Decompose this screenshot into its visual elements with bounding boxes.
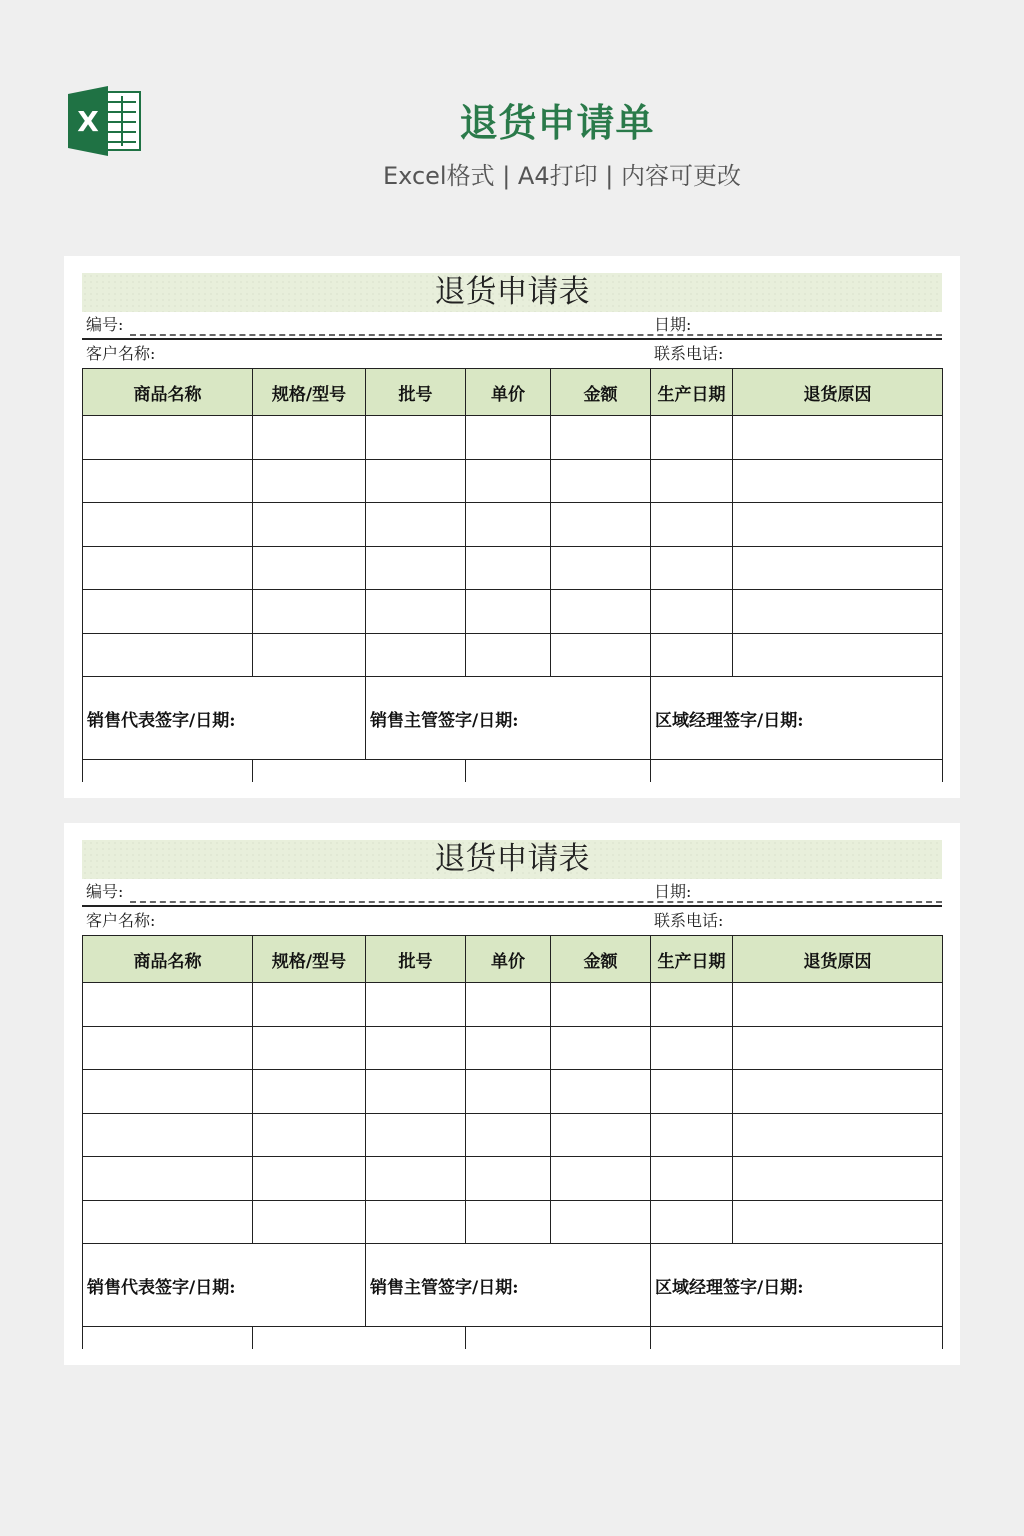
number-line: [130, 901, 942, 903]
regional-manager-signature[interactable]: 区域经理签字/日期:: [651, 1244, 943, 1327]
form-title: 退货申请表: [82, 840, 942, 879]
table-row: [83, 633, 943, 677]
col-header: 单价: [466, 369, 551, 416]
excel-logo-letter: X: [77, 105, 99, 138]
table-row: [83, 1113, 943, 1157]
signature-row: [83, 677, 943, 760]
table-row: [83, 760, 943, 782]
form-title: 退货申请表: [82, 273, 942, 312]
table-row: [83, 1070, 943, 1114]
date-label: 日期:: [654, 315, 692, 334]
table-row: [83, 546, 943, 590]
col-header: 规格/型号: [253, 936, 366, 983]
table-row: [83, 1200, 943, 1244]
regional-manager-signature[interactable]: 区域经理签字/日期:: [651, 677, 943, 760]
table-row: [83, 590, 943, 634]
form-sheet-1: [64, 256, 960, 798]
table-row: [83, 459, 943, 503]
customer-label: 客户名称:: [86, 911, 156, 930]
page-title: 退货申请单: [459, 101, 655, 145]
header-rule: [82, 905, 942, 907]
phone-label: 联系电话:: [654, 344, 724, 363]
signature-row: [83, 1244, 943, 1327]
sales-rep-signature[interactable]: 销售代表签字/日期:: [83, 677, 366, 760]
table-header-row: [83, 936, 943, 983]
table-row: [83, 983, 943, 1027]
date-label: 日期:: [654, 882, 692, 901]
return-items-table: [82, 935, 943, 1349]
col-header: 批号: [366, 369, 466, 416]
col-header: 单价: [466, 936, 551, 983]
col-header: 金额: [551, 369, 651, 416]
return-items-table: [82, 368, 943, 782]
col-header: 生产日期: [651, 936, 733, 983]
table-row: [83, 1026, 943, 1070]
table-row: [83, 1157, 943, 1201]
number-line: [130, 334, 942, 336]
table-row: [83, 1327, 943, 1349]
sales-manager-signature[interactable]: 销售主管签字/日期:: [366, 677, 651, 760]
col-header: 金额: [551, 936, 651, 983]
table-row: [83, 503, 943, 547]
form-sheet-2: [64, 823, 960, 1365]
col-header: 批号: [366, 936, 466, 983]
page-subtitle: Excel格式 | A4打印 | 内容可更改: [383, 162, 741, 190]
col-header: 规格/型号: [253, 369, 366, 416]
col-header: 退货原因: [733, 369, 943, 416]
table-row: [83, 416, 943, 460]
col-header: 生产日期: [651, 369, 733, 416]
col-header: 退货原因: [733, 936, 943, 983]
customer-label: 客户名称:: [86, 344, 156, 363]
header-rule: [82, 338, 942, 340]
number-label: 编号:: [86, 882, 124, 901]
phone-label: 联系电话:: [654, 911, 724, 930]
sales-rep-signature[interactable]: 销售代表签字/日期:: [83, 1244, 366, 1327]
col-header: 商品名称: [83, 936, 253, 983]
sales-manager-signature[interactable]: 销售主管签字/日期:: [366, 1244, 651, 1327]
col-header: 商品名称: [83, 369, 253, 416]
table-header-row: [83, 369, 943, 416]
number-label: 编号:: [86, 315, 124, 334]
